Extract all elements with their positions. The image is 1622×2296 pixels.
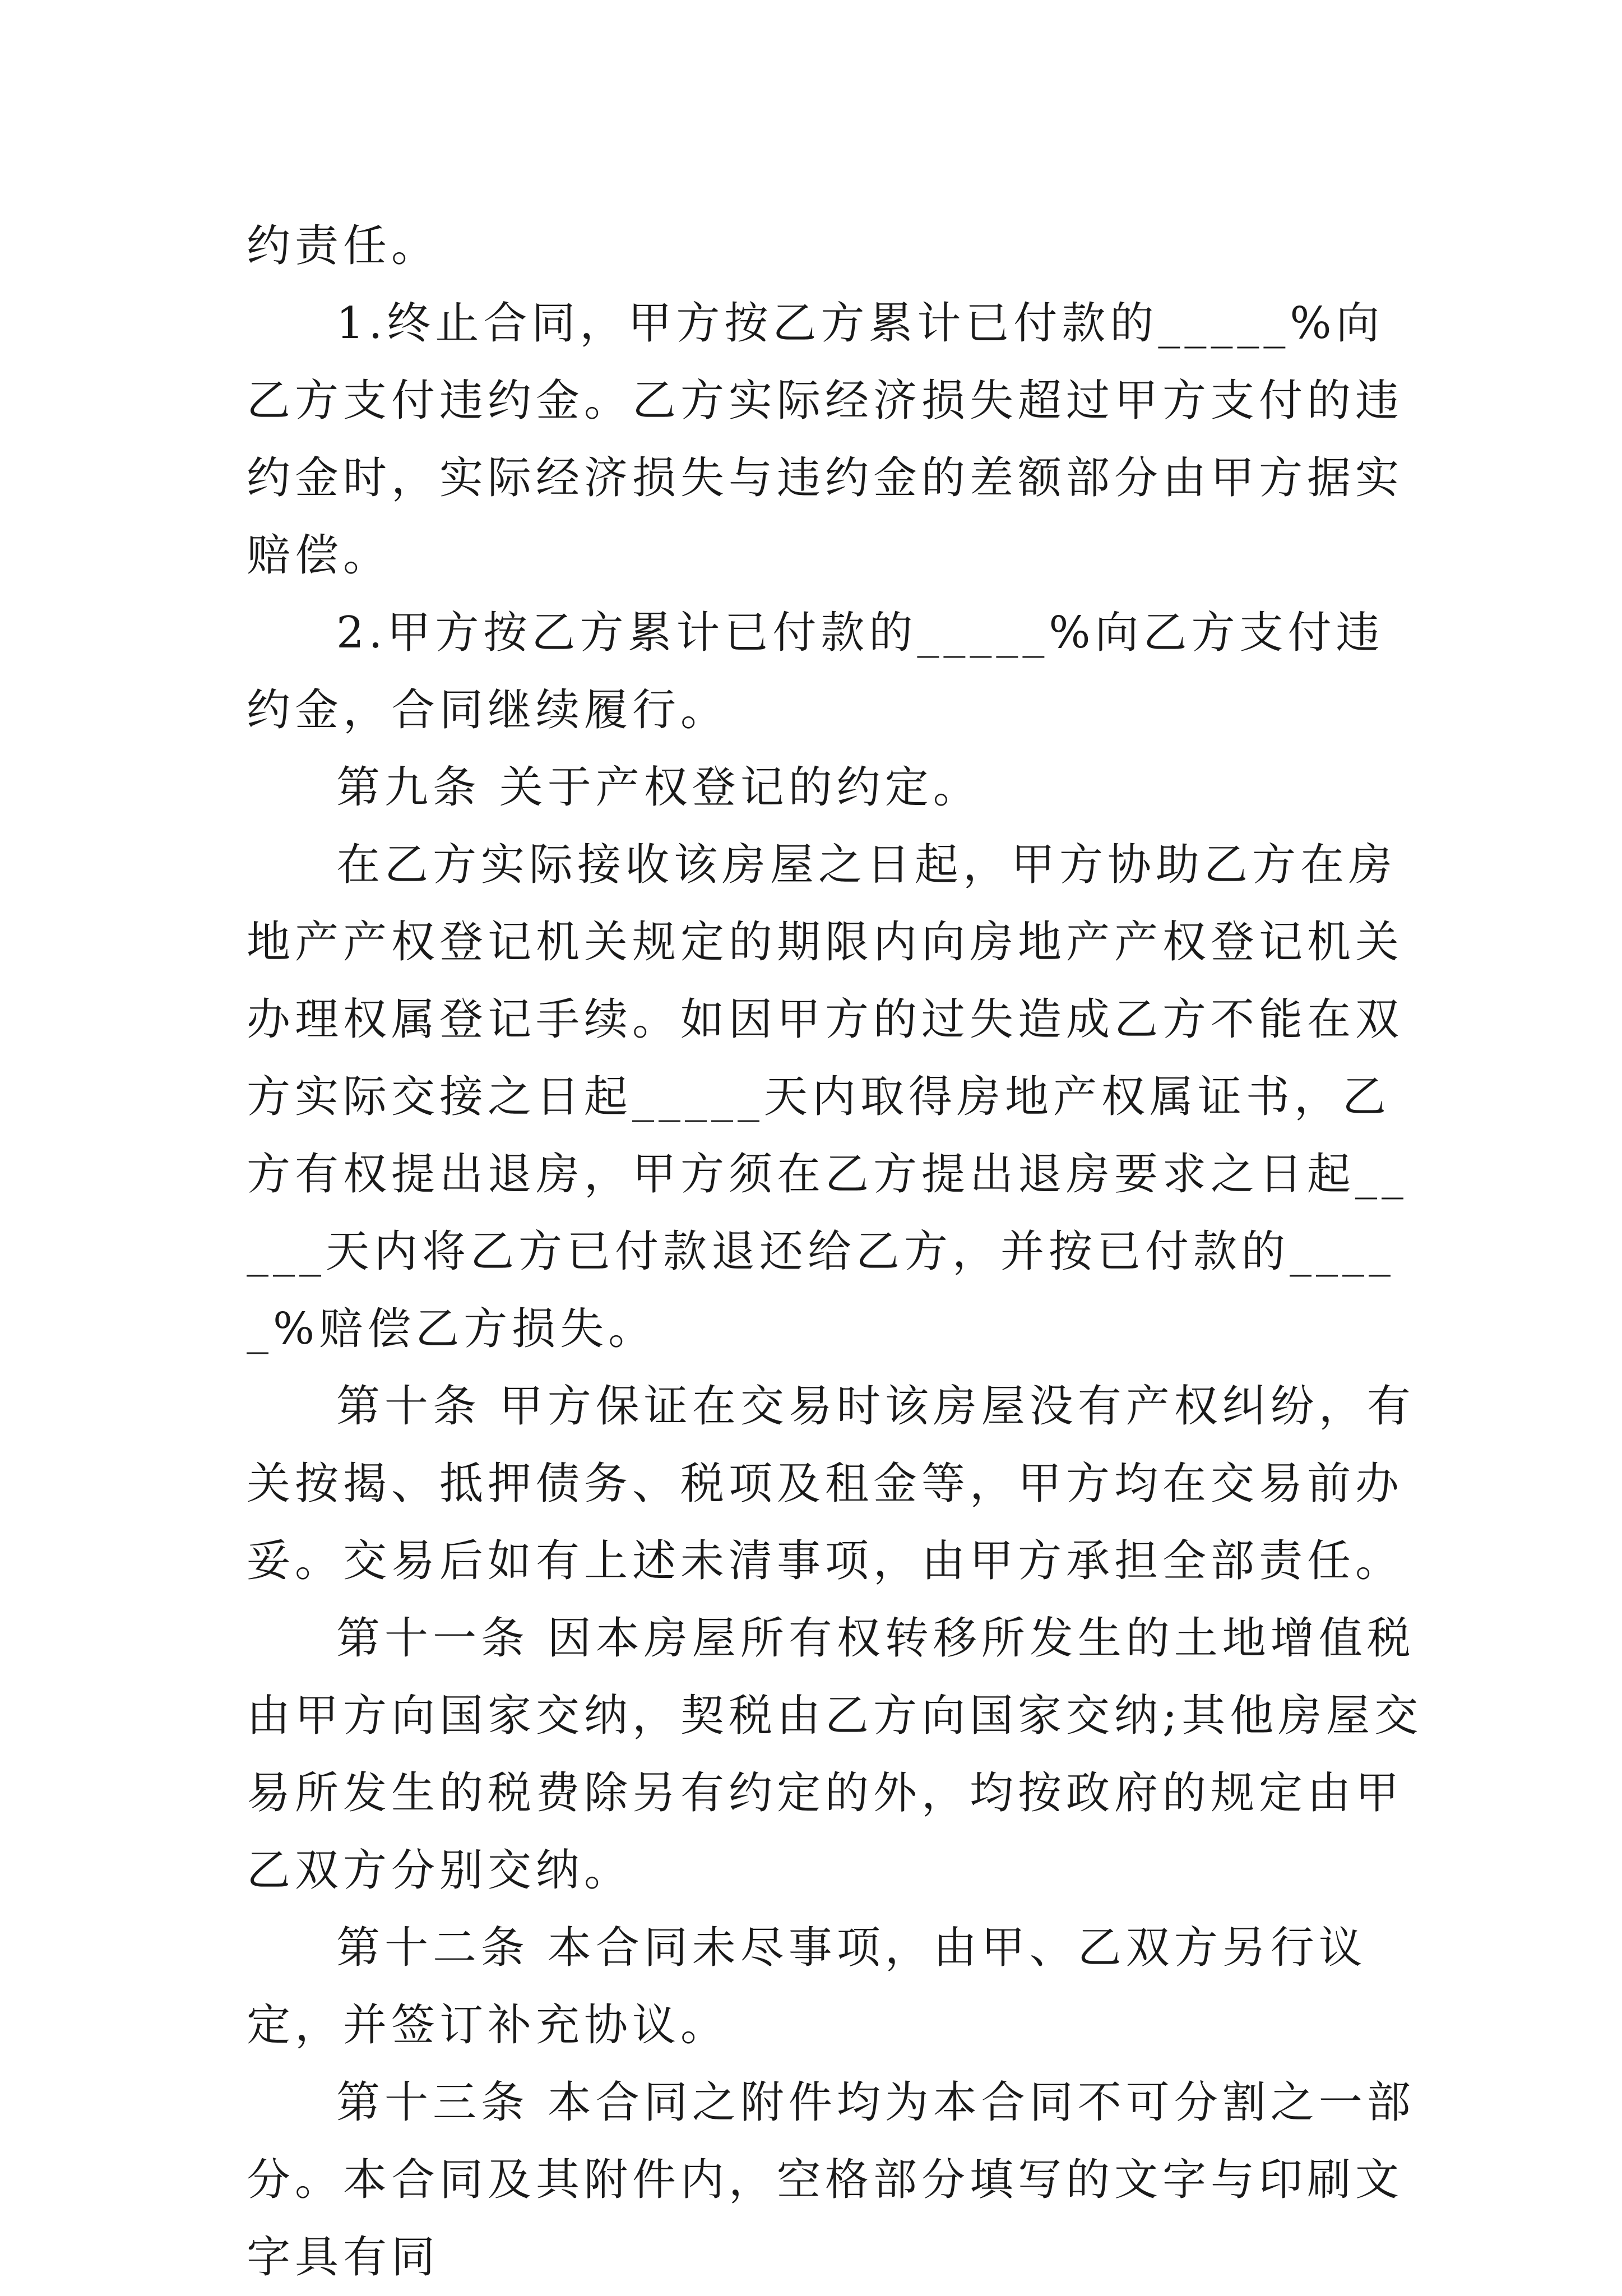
paragraph-continuation: 约责任。 (247, 221, 440, 271)
paragraph-clause-1: 1.终止合同，甲方按乙方累计已付款的_____%向乙方支付违约金。乙方实际经济损失超过甲方支付的违约金时，实际经济损失与违约金的差额部分由甲方据实赔偿。 (247, 298, 1404, 581)
article-13: 第十三条 本合同之附件均为本合同不可分割之一部分。本合同及其附件内，空格部分填写的文字与印刷文字具有同 (247, 2077, 1415, 2283)
article-12: 第十二条 本合同未尽事项，由甲、乙双方另行议定，并签订补充协议。 (247, 1923, 1367, 2050)
paragraph-clause-2: 2.甲方按乙方累计已付款的_____%向乙方支付违约金，合同继续履行。 (247, 608, 1384, 735)
article-9-heading: 第九条 关于产权登记的约定。 (336, 762, 981, 813)
document-body (247, 207, 1424, 2296)
article-10: 第十条 甲方保证在交易时该房屋没有产权纠纷，有关按揭、抵押债务、税项及租金等，甲方均在交易前办妥。交易后如有上述未清事项，由甲方承担全部责任。 (247, 1381, 1415, 1586)
article-11: 第十一条 因本房屋所有权转移所发生的土地增值税由甲方向国家交纳，契税由乙方向国家交纳;其他房屋交易所发生的税费除另有约定的外，均按政府的规定由甲乙双方分别交纳。 (247, 1613, 1423, 1896)
article-9-body: 在乙方实际接收该房屋之日起，甲方协助乙方在房地产产权登记机关规定的期限内向房地产产权登记机关办理权属登记手续。如因甲方的过失造成乙方不能在双方实际交接之日起_____天内取得房地产权属证书，乙方有权提出退房，甲方须在乙方提出退房要求之日起_____天内将乙方已付款退还给乙方，并按已付款的_____%赔偿乙方损失。 (247, 840, 1408, 1354)
